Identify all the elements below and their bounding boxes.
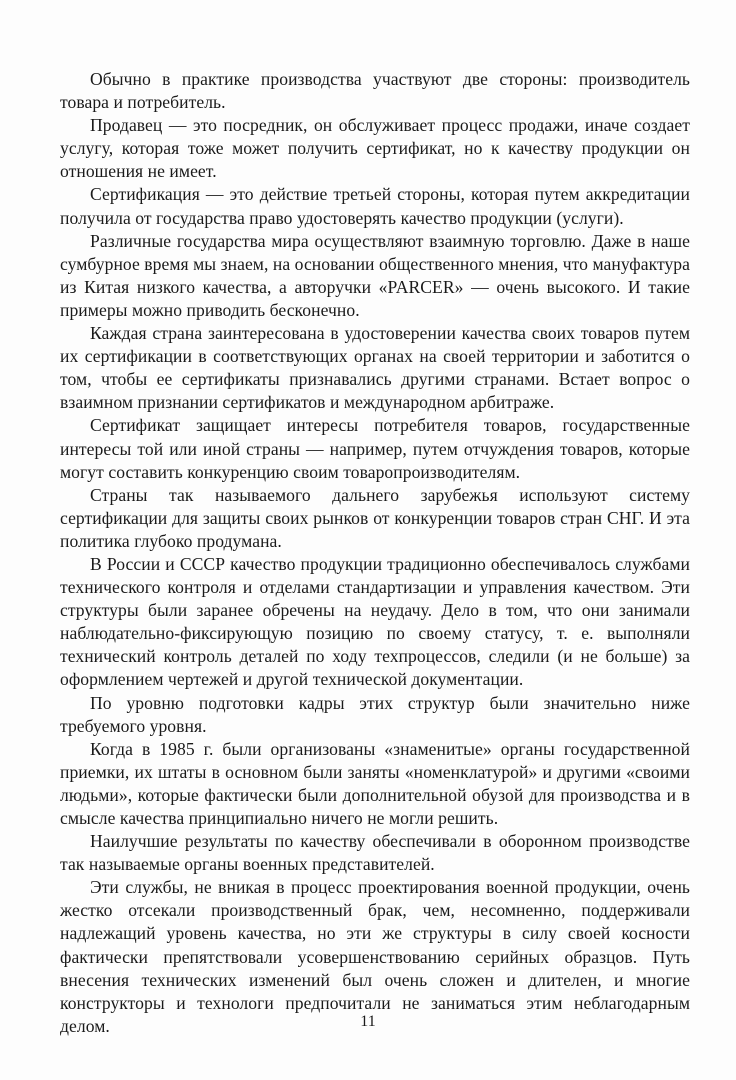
paragraph-5: Каждая страна заинтересована в удостоверении качества своих товаров путем их сертификации в соответствующих органах на своей территории и заботится о том, чтобы ее сертификаты признавались другими странами. Встает вопрос о взаимном признании сертификатов и международном арбитраже. <box>60 323 690 413</box>
paragraph-8: В России и СССР качество продукции традиционно обеспечивалось службами технического контроля и отделами стандартизации и управления качеством. Эти структуры были заранее обречены на неудачу. Дело в том, что они занимали наблюдательно-фиксирующую позицию по своему статусу, т. е. выполняли технический контроль деталей по ходу техпроцессов, следили (и не больше) за оформлением чертежей и другой технической документации. <box>60 553 690 690</box>
paragraph-7: Страны так называемого дальнего зарубежья используют систему сертификации для защиты своих рынков от конкуренции товаров стран СНГ. И эта политика глубоко продумана. <box>60 484 690 551</box>
page-number: 11 <box>360 1013 376 1030</box>
paragraph-2: Продавец — это посредник, он обслуживает процесс продажи, иначе создает услугу, которая тоже может получить сертификат, но к качеству продукции он отношения не имеет. <box>60 115 690 182</box>
body-text <box>60 68 690 1038</box>
paragraph-9: По уровню подготовки кадры этих структур были значительно ниже требуемого уровня. <box>60 692 690 736</box>
paragraph-6: Сертификат защищает интересы потребителя товаров, государственные интересы той или иной страны — например, путем отчуждения товаров, которые могут составить конкуренцию своим товаропроизводителям. <box>60 415 690 482</box>
paragraph-3: Сертификация — это действие третьей стороны, которая путем аккредитации получила от государства право удостоверять качество продукции (услуги). <box>60 184 690 228</box>
paragraph-11: Наилучшие результаты по качеству обеспечивали в оборонном производстве так называемые органы военных представителей. <box>60 831 690 875</box>
paragraph-1: Обычно в практике производства участвуют две стороны: производитель товара и потребитель. <box>60 69 690 113</box>
paragraph-4: Различные государства мира осуществляют взаимную торговлю. Даже в наше сумбурное время мы знаем, на основании общественного мнения, что мануфактура из Китая низкого качества, а авторучки «PARCER» — очень высокого. И такие примеры можно приводить бесконечно. <box>60 230 691 320</box>
paragraph-12: Эти службы, не вникая в процесс проектирования военной продукции, очень жестко отсекали производственный брак, чем, несомненно, поддерживали надлежащий уровень качества, но эти же структуры в силу своей косности фактически препятствовали усовершенствованию серийных образцов. Путь внесения технических изменений был очень сложен и длителен, и многие конструкторы и технологи предпочитали не заниматься этим неблагодарным делом. <box>60 877 690 1036</box>
paragraph-10: Когда в 1985 г. были организованы «знаменитые» органы государственной приемки, их штаты в основном были заняты «номенклатурой» и другими «своими людьми», которые фактически были дополнительной обузой для производства и в смысле качества принципиально ничего не могли решить. <box>60 738 690 828</box>
